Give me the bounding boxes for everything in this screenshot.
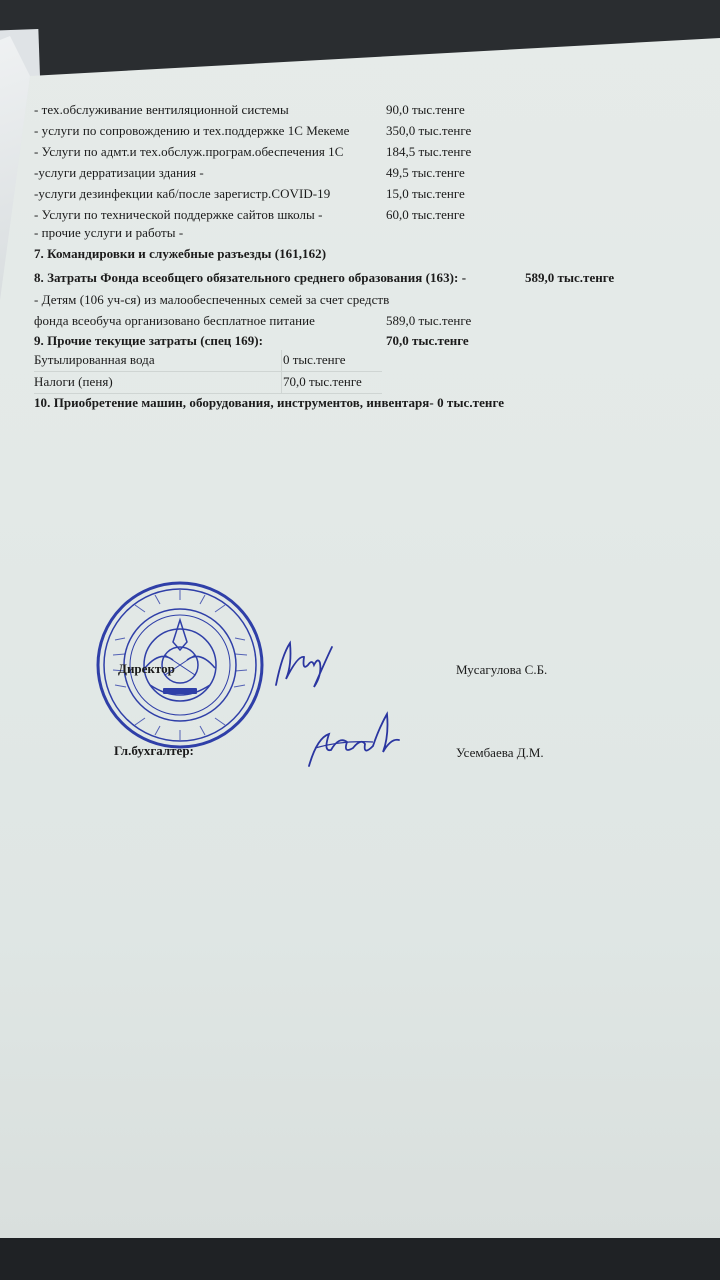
section-7-heading: 7. Командировки и служебные разъезды (161,162) xyxy=(34,246,327,261)
director-signature xyxy=(268,635,338,695)
section-9-row-value: 70,0 тыс.тенге xyxy=(283,374,362,389)
item-label: -услуги дерратизации здания - xyxy=(34,165,204,180)
section-8-total: 589,0 тыс.тенге xyxy=(525,270,615,285)
item-value: 350,0 тыс.тенге xyxy=(386,123,472,138)
section-8-line-2: фонда всеобуча организовано бесплатное питание xyxy=(34,313,315,328)
item-label: -услуги дезинфекции каб/после зарегистр.COVID-19 xyxy=(34,186,331,201)
section-8-line-2-value: 589,0 тыс.тенге xyxy=(386,313,472,328)
section-8-heading: 8. Затраты Фонда всеобщего обязательного среднего образования (163): - xyxy=(34,270,467,285)
director-name: Мусагулова С.Б. xyxy=(456,662,548,677)
item-value: 184,5 тыс.тенге xyxy=(386,144,472,159)
item-label: - прочие услуги и работы - xyxy=(34,225,184,240)
item-label: - тех.обслуживание вентиляционной системы xyxy=(34,102,289,117)
section-9-row-label: Налоги (пеня) xyxy=(34,374,113,389)
section-9-row-label: Бутылированная вода xyxy=(34,352,155,367)
director-label: Директор xyxy=(118,661,175,676)
section-9-heading: 9. Прочие текущие затраты (спец 169): xyxy=(34,333,264,348)
desk-surface xyxy=(0,1238,720,1280)
item-label: - Услуги по технической поддержке сайтов школы - xyxy=(34,207,323,222)
accountant-label: Гл.бухгалтер: xyxy=(114,743,194,758)
section-9-total: 70,0 тыс.тенге xyxy=(386,333,469,348)
item-value: 90,0 тыс.тенге xyxy=(386,102,465,117)
section-8-line-1: - Детям (106 уч-ся) из малообеспеченных семей за счет средств xyxy=(34,292,390,307)
section-9-row-value: 0 тыс.тенге xyxy=(283,352,346,367)
item-label: - Услуги по адмт.и тех.обслуж.програм.обеспечения 1С xyxy=(34,144,344,159)
accountant-signature xyxy=(303,708,403,774)
section-10-heading: 10. Приобретение машин, оборудования, инструментов, инвентаря- 0 тыс.тенге xyxy=(34,395,505,410)
item-value: 15,0 тыс.тенге xyxy=(386,186,465,201)
item-label: - услуги по сопровождению и тех.поддержке 1С Мекеме xyxy=(34,123,350,138)
accountant-name: Усембаева Д.М. xyxy=(456,745,544,760)
item-value: 49,5 тыс.тенге xyxy=(386,165,465,180)
item-value: 60,0 тыс.тенге xyxy=(386,207,465,222)
